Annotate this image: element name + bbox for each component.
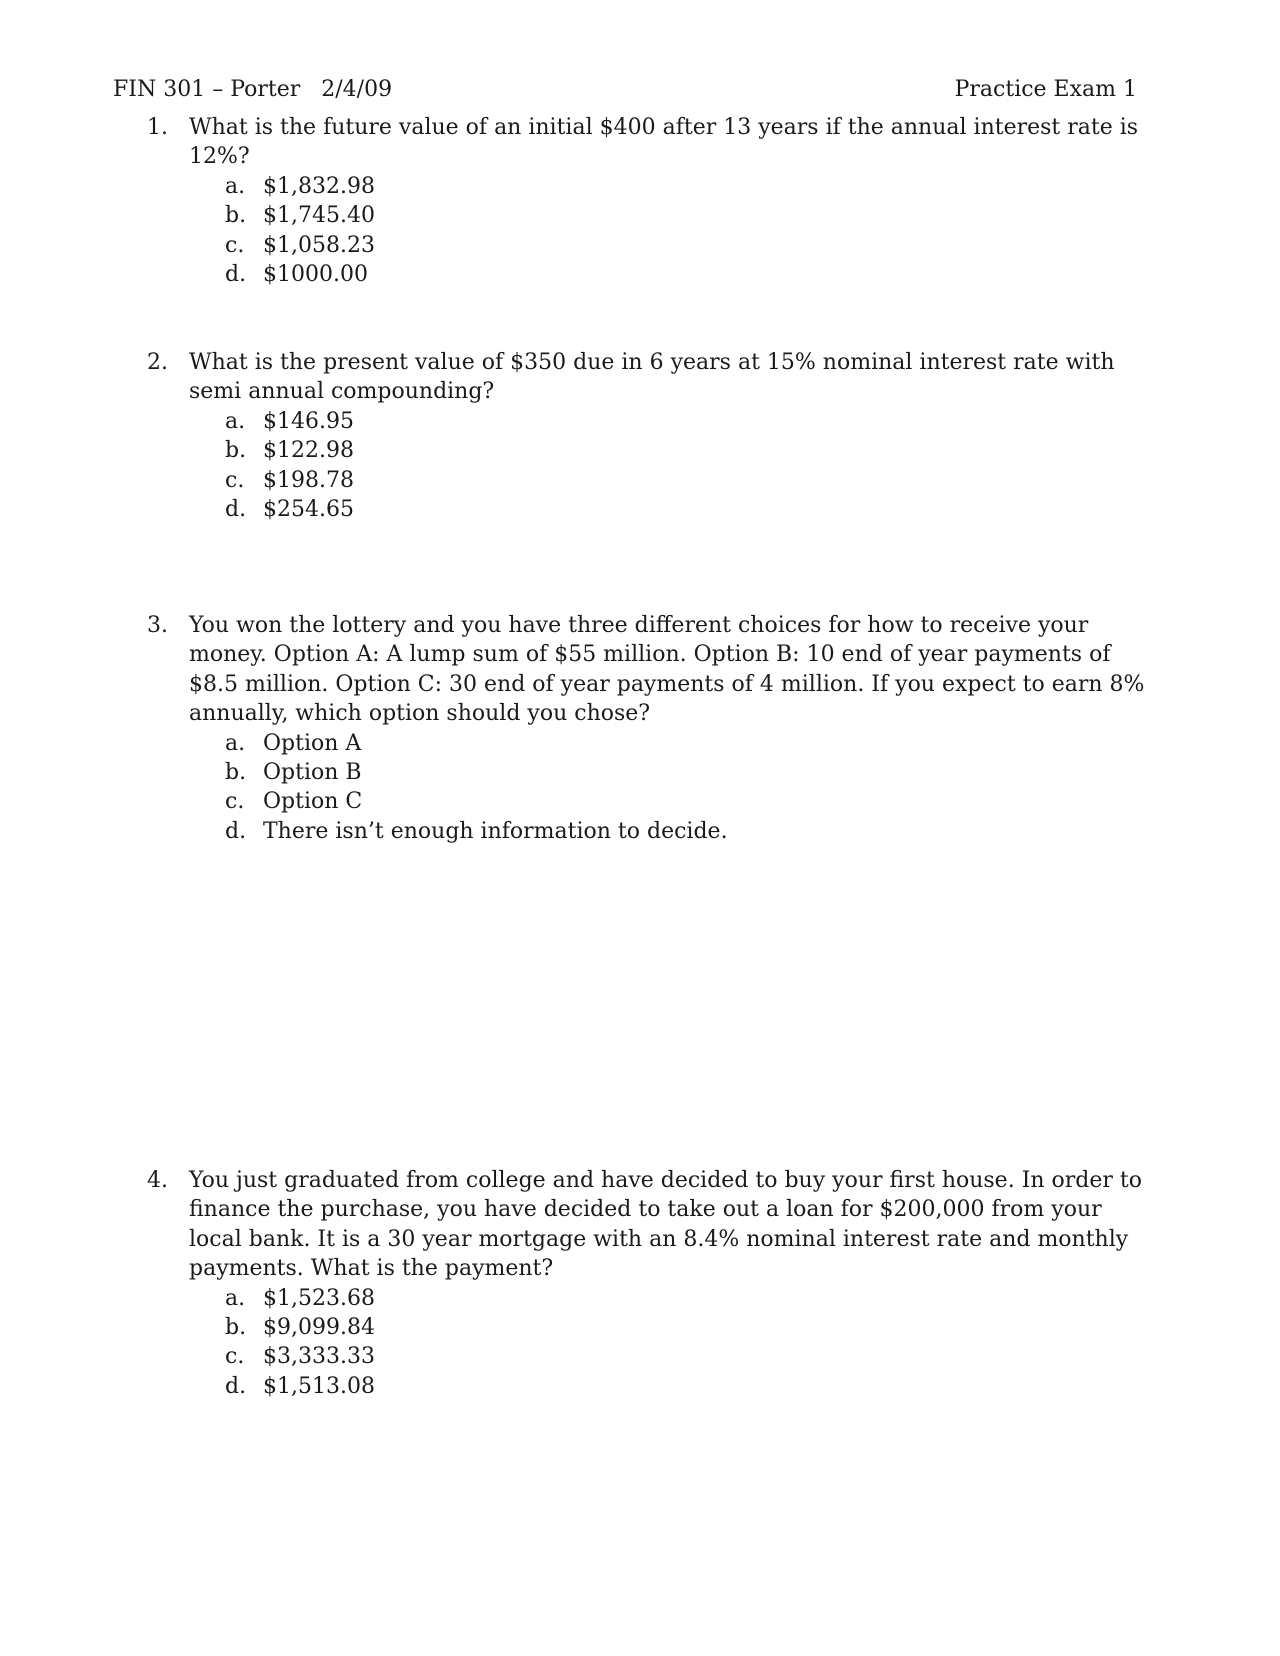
- option-letter: d.: [225, 818, 247, 844]
- answer-option: [225, 729, 1147, 758]
- option-text: $1,523.68: [263, 1285, 375, 1311]
- option-letter: a.: [225, 730, 246, 756]
- question-number: 3.: [147, 613, 168, 638]
- option-text: $9,099.84: [263, 1315, 375, 1341]
- question-4: [147, 1166, 1147, 1401]
- option-letter: b.: [225, 1315, 247, 1341]
- option-text: $1,832.98: [263, 173, 375, 199]
- answer-option: [225, 407, 1147, 436]
- question-1: [147, 113, 1147, 289]
- option-text: $1,513.08: [263, 1373, 375, 1399]
- answer-option: [225, 817, 1147, 846]
- question-text: What is the present value of $350 due in 6 years at 15% nominal interest rate with semi annual compounding?: [189, 350, 1115, 405]
- question-number: 1.: [147, 115, 168, 140]
- option-letter: d.: [225, 1373, 247, 1399]
- option-letter: c.: [225, 1344, 245, 1370]
- option-text: There isn’t enough information to decide.: [263, 818, 728, 844]
- option-letter: b.: [225, 760, 247, 786]
- answer-options: [225, 407, 1147, 525]
- exam-title: Practice Exam 1: [954, 77, 1137, 102]
- option-letter: c.: [225, 232, 245, 258]
- option-text: $254.65: [263, 497, 354, 523]
- option-text: Option C: [263, 789, 363, 815]
- answer-option: [225, 1284, 1147, 1313]
- answer-option: [225, 231, 1147, 260]
- answer-option: [225, 172, 1147, 201]
- option-text: $198.78: [263, 467, 354, 493]
- answer-option: [225, 260, 1147, 289]
- option-text: $3,333.33: [263, 1344, 375, 1370]
- question-text: What is the future value of an initial $400 after 13 years if the annual interest rate is 12%?: [189, 115, 1139, 170]
- header-dash: –: [212, 77, 224, 102]
- option-text: $1000.00: [263, 262, 368, 288]
- option-letter: b.: [225, 203, 247, 229]
- page-header: [113, 76, 1137, 104]
- answer-option: [225, 758, 1147, 787]
- answer-option: [225, 1342, 1147, 1371]
- question-2: [147, 348, 1147, 524]
- header-left: [113, 76, 392, 104]
- option-letter: a.: [225, 408, 246, 434]
- option-text: $146.95: [263, 408, 354, 434]
- option-letter: a.: [225, 173, 246, 199]
- answer-option: [225, 495, 1147, 524]
- question-3: [147, 611, 1147, 846]
- answer-option: [225, 787, 1147, 816]
- answer-option: [225, 201, 1147, 230]
- answer-option: [225, 1372, 1147, 1401]
- answer-option: [225, 436, 1147, 465]
- option-letter: d.: [225, 262, 247, 288]
- option-letter: b.: [225, 438, 247, 464]
- option-letter: c.: [225, 789, 245, 815]
- option-letter: d.: [225, 497, 247, 523]
- answer-options: [225, 729, 1147, 847]
- question-number: 2.: [147, 350, 168, 375]
- option-text: $1,058.23: [263, 232, 375, 258]
- option-text: Option B: [263, 760, 362, 786]
- answer-option: [225, 466, 1147, 495]
- option-text: $122.98: [263, 438, 354, 464]
- exam-date: 2/4/09: [321, 77, 393, 102]
- option-letter: a.: [225, 1285, 246, 1311]
- question-number: 4.: [147, 1168, 168, 1193]
- instructor-name: Porter: [230, 77, 301, 102]
- option-text: $1,745.40: [263, 203, 375, 229]
- course-code: FIN 301: [113, 77, 206, 102]
- answer-option: [225, 1313, 1147, 1342]
- question-text: You just graduated from college and have decided to buy your first house. In order to finance the purchase, you have decided to take out a loan for $200,000 from your local bank. It is a 30 year mortgage with an 8.4% nominal interest rate and monthly payments. What is the payment?: [189, 1168, 1143, 1282]
- question-text: You won the lottery and you have three different choices for how to receive your money. Option A: A lump sum of $55 million. Option B: 10 end of year payments of $8.5 million. Option C: 30 end of year payments of 4 million. If you expect to earn 8% annually, which option should you chose?: [189, 613, 1145, 727]
- answer-options: [225, 1284, 1147, 1402]
- option-letter: c.: [225, 467, 245, 493]
- option-text: Option A: [263, 730, 362, 756]
- answer-options: [225, 172, 1147, 290]
